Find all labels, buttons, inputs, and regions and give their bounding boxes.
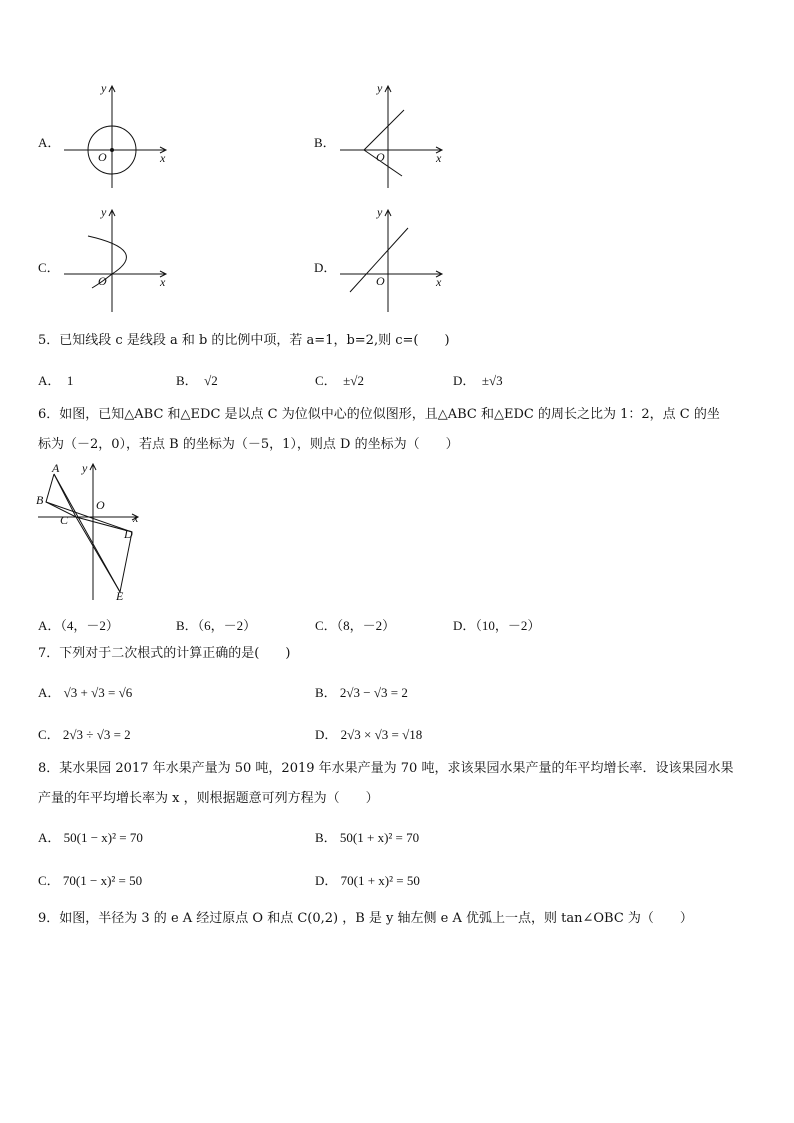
axis-y-label: y [101,205,107,219]
axis-y-label: y [377,205,383,219]
q8-option-a[interactable] [38,827,143,846]
option-text: 50(1 + x)² = 70 [339,830,420,845]
axis-x-label: x [436,275,442,289]
option-text: （8，－2） [336,618,396,633]
graph-a-circle [58,80,178,190]
option-letter: C． [315,373,337,388]
point-e-label: E [116,589,124,602]
option-letter: B． [315,830,337,845]
axis-x-label: x [133,511,139,525]
option-letter: A． [38,685,61,700]
similar-triangles-figure [36,462,156,602]
q8-option-d[interactable] [315,870,420,889]
q7-option-b[interactable] [315,682,408,701]
axis-y-label: y [377,81,383,95]
q6-option-c[interactable] [315,615,395,634]
graph-b-v-shape [334,80,454,190]
axis-y-label: y [101,81,107,95]
question-6-line1: 6．如图，已知△ABC 和△EDC 是以点 C 为位似中心的位似图形，且△ABC 和△EDC 的周长之比为 1：2，点 C 的坐 [38,407,720,422]
question-5-stem: 5．已知线段 c 是线段 a 和 b 的比例中项，若 a=1，b=2,则 c=( ) [38,333,450,348]
q7-option-d[interactable] [315,724,422,743]
q5-option-c[interactable] [315,370,364,389]
option-letter: A． [38,618,61,633]
origin-label: O [98,150,107,164]
origin-label: O [376,274,385,288]
option-text: ±√2 [343,373,364,388]
question-6-line2: 标为（－2，0），若点 B 的坐标为（－5，1），则点 D 的坐标为（ ） [38,437,459,452]
origin-label: O [376,150,385,164]
option-text: 2√3 × √3 = √18 [340,727,423,742]
option-letter: D． [453,373,476,388]
option-letter: A． [38,830,61,845]
q7-option-c[interactable] [38,724,131,743]
question-7-stem: 7．下列对于二次根式的计算正确的是( ) [38,646,291,661]
axis-y-label: y [82,462,88,475]
option-text: √2 [204,373,218,388]
q7-option-a[interactable] [38,682,132,701]
option-text: （10，－2） [475,618,541,633]
option-text: 1 [66,373,74,388]
axis-x-label: x [160,151,166,165]
point-b-label: B [36,493,44,507]
option-letter: D． [453,618,476,633]
point-d-label: D [124,527,133,541]
option-text: （6，－2） [197,618,257,633]
option-letter: B． [315,685,337,700]
option-letter: D． [315,727,338,742]
question-8-line2: 产量的年平均增长率为 x ，则根据题意可列方程为（ ） [38,791,379,806]
q6-option-d[interactable] [453,615,540,634]
option-letter: D． [315,873,338,888]
option-text: 2√3 − √3 = 2 [339,685,408,700]
option-text: √3 + √3 = √6 [63,685,133,700]
axis-x-label: x [160,275,166,289]
option-letter: C． [38,873,60,888]
q5-option-d[interactable] [453,370,503,389]
option-letter: B． [176,618,198,633]
point-a-label: A [52,462,60,475]
q5-option-b[interactable] [176,370,218,389]
graph-option-b-letter: B． [314,135,336,150]
option-text: 50(1 − x)² = 70 [63,830,143,845]
graph-d-line [334,204,454,314]
option-text: 2√3 ÷ √3 = 2 [62,727,131,742]
point-c-label: C [60,513,69,527]
option-text: （4，－2） [60,618,119,633]
q6-option-b[interactable] [176,615,256,634]
option-letter: A． [38,373,61,388]
q8-option-b[interactable] [315,827,419,846]
origin-label: O [98,274,107,288]
option-text: ±√3 [481,373,503,388]
origin-label: O [96,498,105,512]
option-letter: C． [315,618,337,633]
graph-option-d-letter: D． [314,260,337,275]
axis-x-label: x [436,151,442,165]
graph-c-parabola [58,204,178,314]
option-letter: C． [38,727,60,742]
q8-option-c[interactable] [38,870,142,889]
option-letter: B． [176,373,198,388]
option-text: 70(1 − x)² = 50 [62,873,143,888]
graph-option-a-letter: A． [38,135,61,150]
option-text: 70(1 + x)² = 50 [340,873,420,888]
q5-option-a[interactable] [38,370,73,389]
question-8-line1: 8．某水果园 2017 年水果产量为 50 吨，2019 年水果产量为 70 吨，求该果园水果产量的年平均增长率．设该果园水果 [38,761,734,776]
graph-option-c-letter: C． [38,260,60,275]
q6-option-a[interactable] [38,615,119,634]
question-9-stem: 9．如图，半径为 3 的 e A 经过原点 O 和点 C(0,2) ，B 是 y 轴左侧 e A 优弧上一点，则 tan∠OBC 为（ ） [38,911,693,926]
